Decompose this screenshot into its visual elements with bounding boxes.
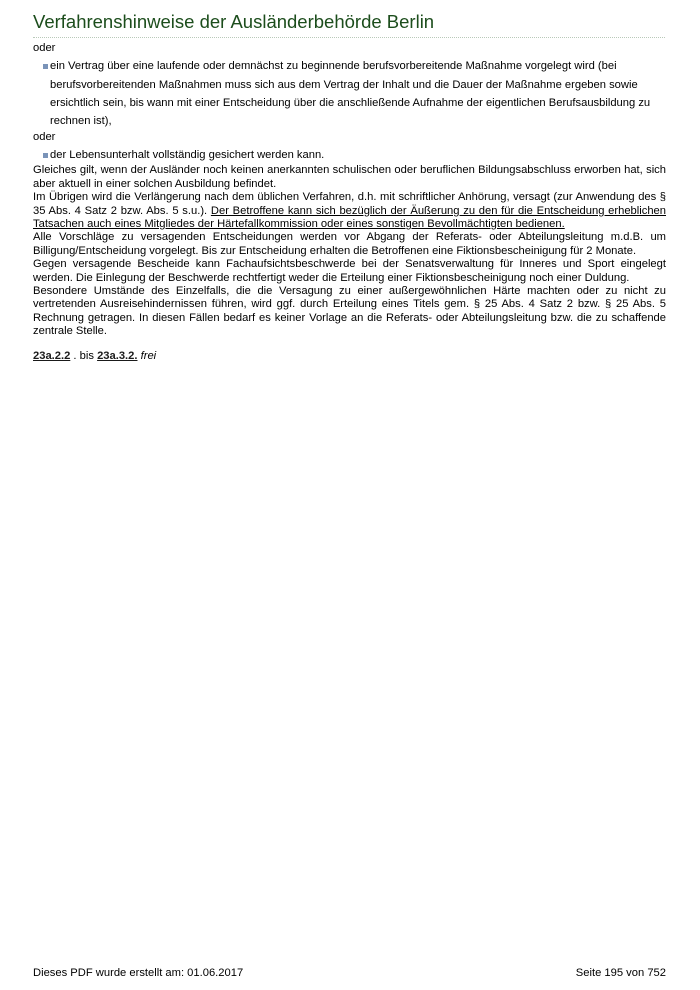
list-item-text: ein Vertrag über eine laufende oder demnächst zu beginnende berufsvorbereitende Maßnahme vorgelegt wird (bei berufsvorbereitenden Maßnahmen muss sich aus dem Vertrag der Inhalt und die Dauer der Maßnahme ergeben sowie ersichtlich sein, bis wann mit einer Entscheidung über die anschließende Aufnahme der eigentlichen Berufsausbildung zu rechnen ist),	[50, 60, 651, 128]
ref-link-end[interactable]: 23a.3.2.	[97, 349, 138, 362]
ref-link-start[interactable]: 23a.2.2	[33, 349, 71, 362]
bullet-list	[33, 146, 666, 164]
square-bullet-icon	[43, 64, 48, 69]
list-item-text: der Lebensunterhalt vollständig gesichert werden kann.	[50, 149, 325, 161]
page-number: Seite 195 von 752	[575, 967, 666, 979]
underlined-text: Der Betroffene kann sich bezüglich der Äußerung zu den für die Entscheidung erheblichen Tatsachen auch eines Mitgliedes der Härtefallkommission oder eines sonstigen Bevollmächtigten bedienen.	[33, 204, 667, 230]
conjunction-oder: oder	[33, 130, 56, 143]
list-item	[33, 146, 666, 164]
conjunction-oder: oder	[33, 42, 56, 54]
page-title: Verfahrenshinweise der Ausländerbehörde Berlin	[33, 11, 435, 32]
list-item	[33, 57, 666, 130]
section-reference	[33, 350, 666, 363]
paragraph-uebrigen	[33, 191, 666, 231]
paragraph-besondere: Besondere Umstände des Einzelfalls, die die Versagung zu einer außergewöhnlichen Härte machten oder zu nicht zu vertretenden Ausreisehindernissen führen, wird ggf. durch Erteilung eines Titels gem. § 25 Abs. 4 Satz 2 bzw. § 25 Abs. 5 Rechnung getragen. In diesen Fällen bedarf es keiner Vorlage an die Referats- oder Abteilungsleitung bzw. die zu schaffende zentrale Stelle.	[33, 284, 666, 338]
page-header	[33, 10, 665, 38]
document-body	[33, 42, 666, 363]
paragraph-text: Im Übrigen wird die Verlängerung nach dem üblichen Verfahren, d.h. mit schriftlicher Anhörung, versagt (zur Anwendung des § 35 Abs. 4 Satz 2 bzw. Abs. 5 s.u.).	[33, 191, 666, 217]
bullet-list	[33, 57, 666, 130]
ref-separator: . bis	[70, 349, 98, 362]
paragraph-gleiches: Gleiches gilt, wenn der Ausländer noch keinen anerkannten schulischen oder beruflichen Bildungsabschluss erworben hat, sich aber aktuell in einer solchen Ausbildung befindet.	[33, 164, 666, 190]
paragraph-vorschlaege: Alle Vorschläge zu versagenden Entscheidungen werden vor Abgang der Referats- oder Abteilungsleitung m.d.B. um Billigung/Entscheidung vorgelegt. Bis zur Entscheidung erhalten die Betroffenen eine Fiktionsbescheinigung für 2 Monate.	[33, 231, 666, 257]
ref-status: frei	[140, 349, 157, 362]
square-bullet-icon	[43, 153, 48, 158]
paragraph-bescheide: Gegen versagende Bescheide kann Fachaufsichtsbeschwerde bei der Senatsverwaltung für Inneres und Sport eingelegt werden. Die Einlegung der Beschwerde rechtfertigt weder die Erteilung einer Fiktionsbescheinigung noch einer Duldung.	[33, 258, 666, 284]
created-date: Dieses PDF wurde erstellt am: 01.06.2017	[33, 967, 244, 979]
